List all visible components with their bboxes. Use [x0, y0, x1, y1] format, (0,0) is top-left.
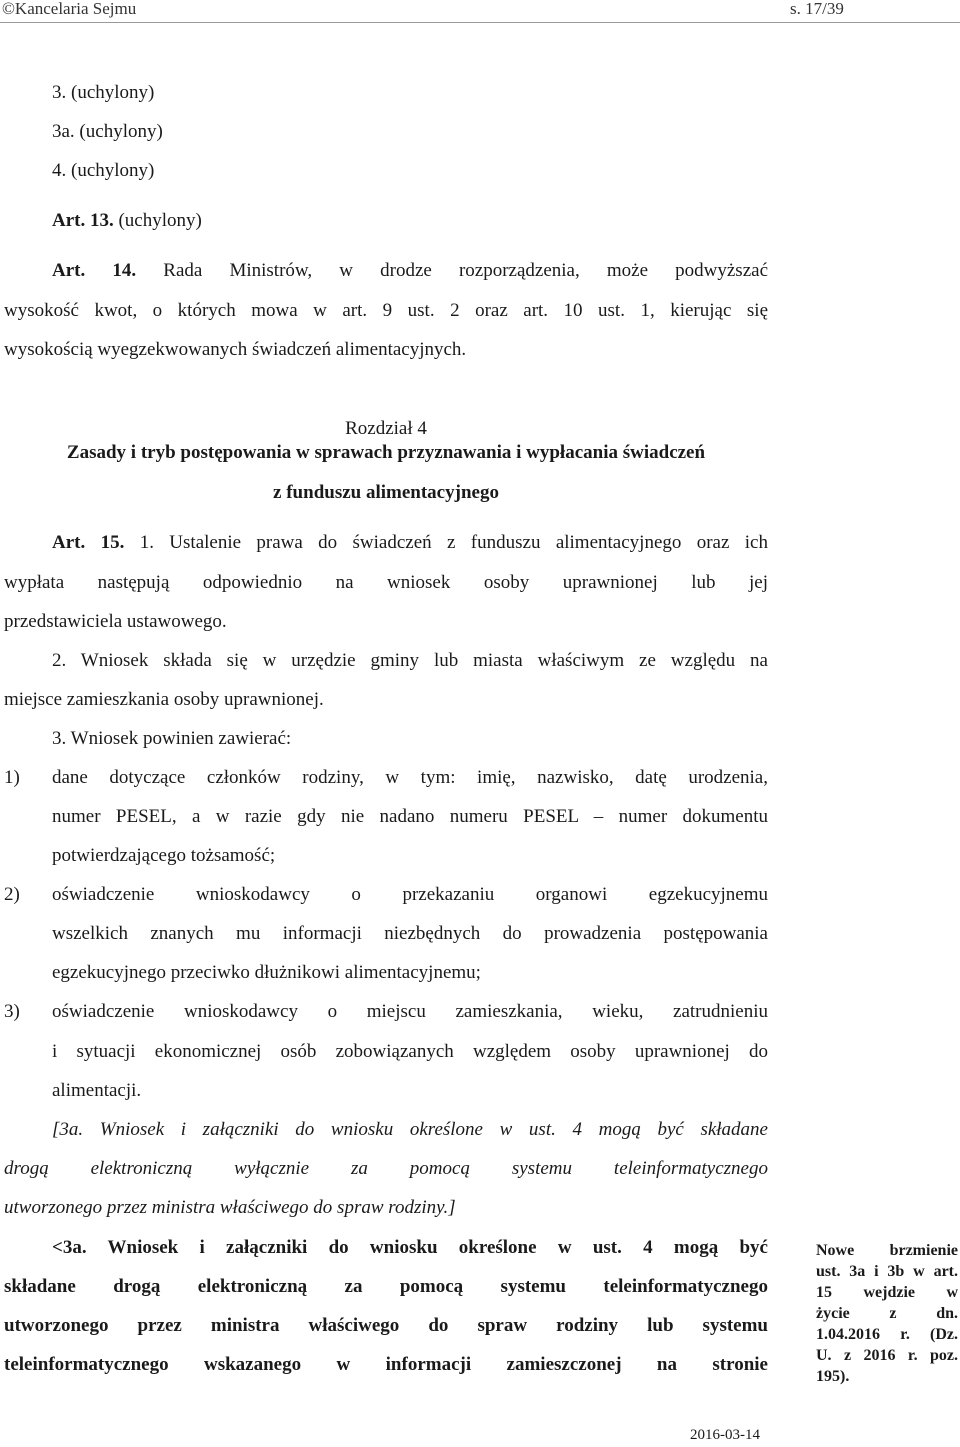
margin-note: [816, 1240, 958, 1387]
chapter-number: Rozdział 4: [345, 418, 427, 439]
item-4-repealed: 4. (uchylony): [52, 160, 155, 181]
footer-date: 2016-03-14: [690, 1427, 760, 1443]
article-14-line-2: wysokość kwot, o których mowa w art. 9 ust. 2 oraz art. 10 ust. 1, kierując się: [4, 300, 768, 321]
header-source: ©Kancelaria Sejmu: [2, 0, 137, 18]
article-13-label: Art. 13.: [52, 210, 114, 231]
margin-note-line: Nowe brzmienie: [816, 1242, 958, 1259]
item-3-repealed: 3. (uchylony): [52, 82, 155, 103]
paragraph-3a-new-line-2: składane drogą elektroniczną za pomocą systemu teleinformatycznego: [4, 1276, 768, 1297]
article-15-p3-intro: 3. Wniosek powinien zawierać:: [52, 728, 292, 749]
margin-note-line: 195).: [816, 1368, 850, 1385]
header-divider: [0, 22, 960, 23]
article-14-line-3: wysokością wyegzekwowanych świadczeń alimentacyjnych.: [4, 339, 467, 360]
article-15-p1-text: 1. Ustalenie prawa do świadczeń z funduszu alimentacyjnego oraz ich: [139, 532, 768, 553]
article-15-p2-line-1: 2. Wniosek składa się w urzędzie gminy lub miasta właściwym ze względu na: [52, 650, 768, 671]
paragraph-3a-old-line-2: drogą elektroniczną wyłącznie za pomocą systemu teleinformatycznego: [4, 1158, 768, 1179]
article-13: [52, 210, 202, 232]
list-item-2-line-2: wszelkich znanych mu informacji niezbędnych do prowadzenia postępowania: [52, 923, 768, 944]
list-item-2-line-3: egzekucyjnego przeciwko dłużnikowi alimentacyjnemu;: [52, 962, 481, 983]
paragraph-3a-new-line-1: <3a. Wniosek i załączniki do wniosku określone w ust. 4 mogą być: [52, 1237, 768, 1258]
paragraph-3a-old-line-3: utworzonego przez ministra właściwego do spraw rodziny.]: [4, 1197, 456, 1218]
list-item-1-line-3: potwierdzającego tożsamość;: [52, 845, 276, 866]
margin-note-line: życie z dn.: [816, 1305, 958, 1322]
article-14-label: Art. 14.: [52, 260, 137, 281]
article-15-p2-line-2: miejsce zamieszkania osoby uprawnionej.: [4, 689, 324, 710]
article-15-p1-line-3: przedstawiciela ustawowego.: [4, 611, 227, 632]
chapter-title-line-1: Zasady i tryb postępowania w sprawach przyznawania i wypłacania świadczeń: [66, 442, 706, 463]
list-item-1-line-1: dane dotyczące członków rodziny, w tym: imię, nazwisko, datę urodzenia,: [52, 767, 768, 788]
article-15-label: Art. 15.: [52, 532, 125, 553]
chapter-title-line-2: z funduszu alimentacyjnego: [273, 482, 499, 503]
article-14-text-1: Rada Ministrów, w drodze rozporządzenia, może podwyższać: [163, 260, 769, 281]
margin-note-line: ust. 3a i 3b w art.: [816, 1263, 958, 1280]
paragraph-3a-old-line-1: [3a. Wniosek i załączniki do wniosku określone w ust. 4 mogą być składane: [52, 1119, 768, 1140]
list-item-3-number: 3): [4, 1001, 20, 1022]
margin-note-line: 15 wejdzie w: [816, 1284, 958, 1301]
list-item-1-number: 1): [4, 767, 20, 788]
article-15-p1-line-2: wypłata następują odpowiednio na wniosek osoby uprawnionej lub jej: [4, 572, 768, 593]
list-item-3-line-1: oświadczenie wnioskodawcy o miejscu zamieszkania, wieku, zatrudnieniu: [52, 1001, 768, 1022]
item-3a-repealed: 3a. (uchylony): [52, 121, 163, 142]
margin-note-line: 1.04.2016 r. (Dz.: [816, 1326, 958, 1343]
header-page-number: s. 17/39: [790, 0, 844, 18]
list-item-2-number: 2): [4, 884, 20, 905]
margin-note-line: U. z 2016 r. poz.: [816, 1347, 958, 1364]
list-item-2-line-1: oświadczenie wnioskodawcy o przekazaniu organowi egzekucyjnemu: [52, 884, 768, 905]
list-item-1-line-2: numer PESEL, a w razie gdy nie nadano numeru PESEL – numer dokumentu: [52, 806, 768, 827]
article-13-text: (uchylony): [118, 210, 202, 231]
article-14-line-1: [52, 260, 768, 282]
paragraph-3a-new-line-4: teleinformatycznego wskazanego w informacji zamieszczonej na stronie: [4, 1354, 768, 1375]
list-item-3-line-3: alimentacji.: [52, 1080, 142, 1101]
article-15-line-1: [52, 532, 768, 554]
list-item-3-line-2: i sytuacji ekonomicznej osób zobowiązanych względem osoby uprawnionej do: [52, 1041, 768, 1062]
paragraph-3a-new-line-3: utworzonego przez ministra właściwego do spraw rodziny lub systemu: [4, 1315, 768, 1336]
